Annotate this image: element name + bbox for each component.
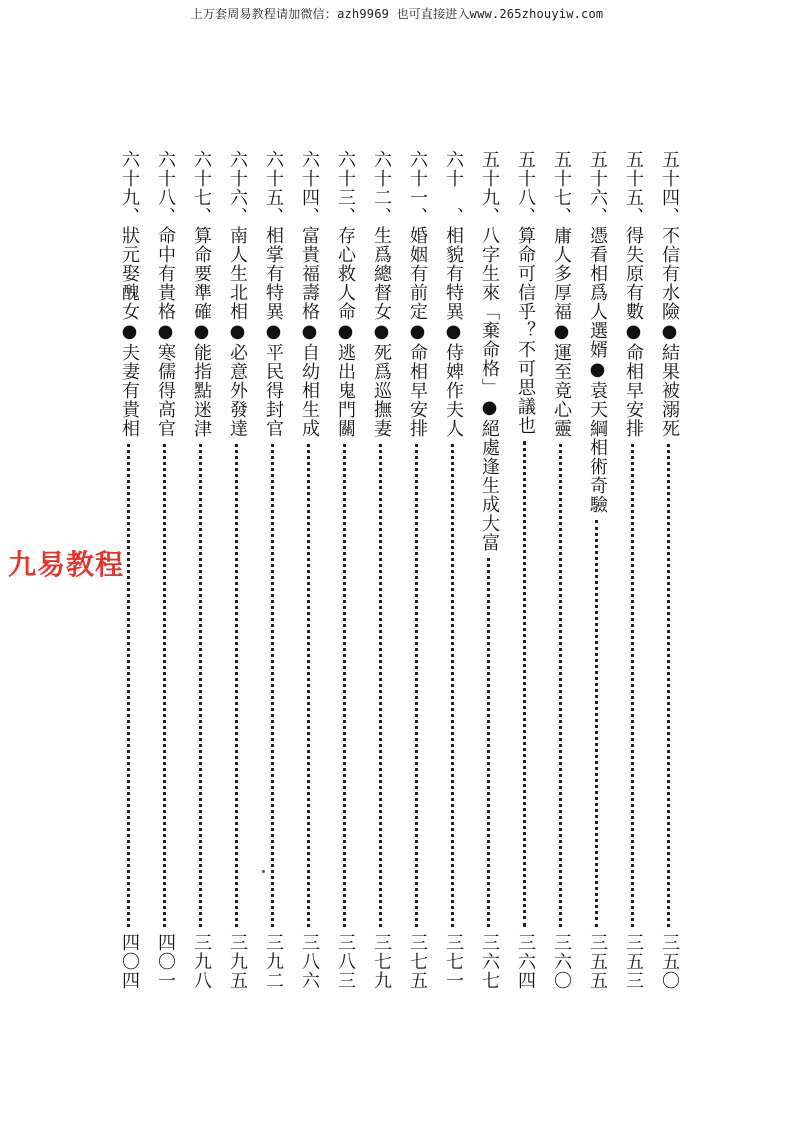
- page-header: 上万套周易教程请加微信：azh9969 也可直接进入www.265zhouyiw.com: [190, 7, 604, 21]
- toc-entry-page: 四〇一: [155, 933, 176, 990]
- toc-entry: [548, 150, 574, 990]
- toc-entry-title: 六十三、存心救人命●逃出鬼門關: [335, 150, 356, 438]
- toc-entry-page: 三八三: [335, 933, 356, 990]
- toc-entry: [440, 150, 466, 990]
- toc-entry: [188, 150, 214, 990]
- leader-dots: [199, 444, 202, 927]
- toc-entry-title: 六十六、南人生北相●必意外發達: [227, 150, 248, 438]
- leader-dots: [307, 444, 310, 927]
- toc-entry-page: 三五〇: [659, 933, 680, 990]
- toc-entry-page: 三七五: [407, 933, 428, 990]
- toc-entry-page: 三九五: [227, 933, 248, 990]
- leader-dots: [343, 444, 346, 927]
- toc-entry-page: 三七一: [443, 933, 464, 990]
- toc-entry-title: 六十八、命中有貴格●寒儒得高官: [155, 150, 176, 438]
- toc-entry-page: 三五三: [623, 933, 644, 990]
- leader-dots: [379, 444, 382, 927]
- toc-entry: [116, 150, 142, 990]
- leader-dots: [415, 444, 418, 927]
- toc-entry: [476, 150, 502, 990]
- leader-dots: [451, 444, 454, 927]
- toc-entry-title: 六十一、婚姻有前定●命相早安排: [407, 150, 428, 438]
- toc-entry: [260, 150, 286, 990]
- toc-entry-title: 五十七、庸人多厚福●運至竟心靈: [551, 150, 572, 438]
- toc-entry-page: 三八六: [299, 933, 320, 990]
- toc-entry: [512, 150, 538, 990]
- toc-entry: [368, 150, 394, 990]
- leader-dots: [595, 520, 598, 927]
- toc-entry-page: 三七九: [371, 933, 392, 990]
- toc-entry-title: 六十四、富貴福壽格●自幼相生成: [299, 150, 320, 438]
- toc-entry-page: 三六〇: [551, 933, 572, 990]
- leader-dots: [127, 444, 130, 927]
- toc-entry-page: 三九二: [263, 933, 284, 990]
- toc-entry-page: 三六七: [479, 933, 500, 990]
- toc-entry: [656, 150, 682, 990]
- toc-entry: [404, 150, 430, 990]
- toc-entry-title: 六十 、相貌有特異●侍婢作夫人: [443, 150, 464, 438]
- leader-dots: [559, 444, 562, 927]
- toc-entry-title: 五十五、得失原有數●命相早安排: [623, 150, 644, 438]
- toc-entry-title: 六十七、算命要準確●能指點迷津: [191, 150, 212, 438]
- toc-entry: [296, 150, 322, 990]
- leader-dots: [523, 441, 526, 927]
- leader-dots: [163, 444, 166, 927]
- leader-dots: [487, 558, 490, 927]
- toc-entry: [152, 150, 178, 990]
- toc-entry-title: 六十九、狀元娶醜女●夫妻有貴相: [119, 150, 140, 438]
- toc-entry: [332, 150, 358, 990]
- leader-dots: [667, 444, 670, 927]
- toc-entry-title: 五十六、憑看相爲人選婿●袁天綱相術奇驗: [587, 150, 608, 514]
- toc-entry-title: 五十四、不信有水險●結果被溺死: [659, 150, 680, 438]
- toc-entry: [584, 150, 610, 990]
- toc-entry: [620, 150, 646, 990]
- toc-entry-title: 六十二、生爲總督女●死爲巡撫妻: [371, 150, 392, 438]
- toc-entry-title: 六十五、相掌有特異●平民得封官: [263, 150, 284, 438]
- toc-entry-page: 四〇四: [119, 933, 140, 990]
- watermark: 九易教程: [8, 548, 125, 581]
- leader-dots: [235, 444, 238, 927]
- leader-dots: [271, 444, 274, 927]
- toc-entry-title: 五十八、算命可信乎？不可思議也: [515, 150, 536, 435]
- toc-entry: [224, 150, 250, 990]
- leader-dots: [631, 444, 634, 927]
- toc-entry-page: 三六四: [515, 933, 536, 990]
- toc-entry-page: 三九八: [191, 933, 212, 990]
- toc-entry-title: 五十九、八字生來「棄命格」●絕處逢生成大富: [479, 150, 500, 552]
- toc-entry-page: 三五五: [587, 933, 608, 990]
